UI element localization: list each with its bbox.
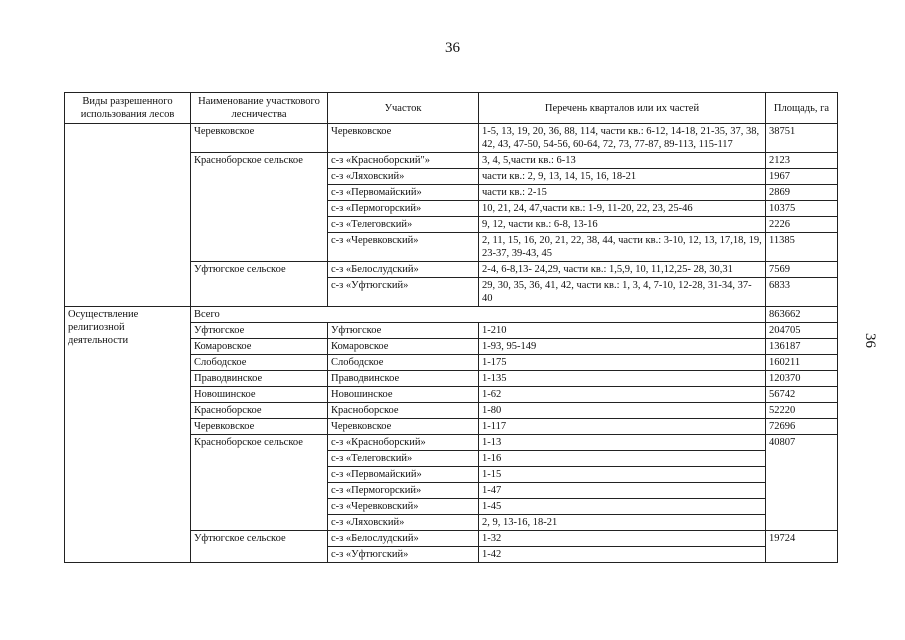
header-row: [65, 93, 838, 124]
quarters-cell: 2, 9, 13-16, 18-21: [479, 515, 766, 531]
forestry-cell: Черевковское: [191, 124, 328, 153]
quarters-cell: 1-42: [479, 547, 766, 563]
total-label: Всего: [191, 307, 766, 323]
quarters-cell: 1-15: [479, 467, 766, 483]
area-cell: 160211: [766, 355, 838, 371]
forestry-cell: Уфтюгское: [191, 323, 328, 339]
quarters-cell: 2, 11, 15, 16, 20, 21, 22, 38, 44, части кв.: 3-10, 12, 13, 17,18, 19, 23-37, 39-43, 45: [479, 233, 766, 262]
plot-cell: с-з «Ляховский»: [328, 515, 479, 531]
quarters-cell: 1-5, 13, 19, 20, 36, 88, 114, части кв.: 6-12, 14-18, 21-35, 37, 38, 42, 43, 47-50, 54-56, 60-64, 72, 73, 77-87, 89-113, 115-117: [479, 124, 766, 153]
plot-cell: с-з «Белослудский»: [328, 531, 479, 547]
quarters-cell: 1-16: [479, 451, 766, 467]
area-cell: 2226: [766, 217, 838, 233]
area-cell: 56742: [766, 387, 838, 403]
quarters-cell: 2-4, 6-8,13- 24,29, части кв.: 1,5,9, 10, 11,12,25- 28, 30,31: [479, 262, 766, 278]
area-cell: 7569: [766, 262, 838, 278]
plot-cell: с-з «Пермогорский»: [328, 483, 479, 499]
plot-cell: с-з «Телеговский»: [328, 451, 479, 467]
plot-cell: с-з «Телеговский»: [328, 217, 479, 233]
kind-cell-empty: [65, 124, 191, 307]
plot-cell: Слободское: [328, 355, 479, 371]
plot-cell: с-з «Красноборский»: [328, 435, 479, 451]
forestry-cell: Красноборское: [191, 403, 328, 419]
quarters-cell: 10, 21, 24, 47,части кв.: 1-9, 11-20, 22, 23, 25-46: [479, 201, 766, 217]
quarters-cell: 9, 12, части кв.: 6-8, 13-16: [479, 217, 766, 233]
forestry-cell: Уфтюгское сельское: [191, 262, 328, 307]
header-kind: Виды разрешенного использования лесов: [65, 93, 191, 124]
quarters-cell: 3, 4, 5,части кв.: 6-13: [479, 153, 766, 169]
header-quarters: Перечень кварталов или их частей: [479, 93, 766, 124]
table-row: [65, 124, 838, 153]
plot-cell: с-з «Первомайский»: [328, 467, 479, 483]
plot-cell: Черевковское: [328, 124, 479, 153]
area-cell: 52220: [766, 403, 838, 419]
plot-cell: Новошинское: [328, 387, 479, 403]
forestry-cell: Красноборское сельское: [191, 153, 328, 262]
forestry-cell: Красноборское сельское: [191, 435, 328, 531]
plot-cell: Уфтюгское: [328, 323, 479, 339]
area-cell: 72696: [766, 419, 838, 435]
forest-use-table: [64, 92, 838, 563]
quarters-cell: 1-93, 95-149: [479, 339, 766, 355]
header-forestry: Наименование участкового лесничества: [191, 93, 328, 124]
plot-cell: с-з «Уфтюгский»: [328, 278, 479, 307]
area-cell: 2869: [766, 185, 838, 201]
quarters-cell: 1-47: [479, 483, 766, 499]
quarters-cell: 1-45: [479, 499, 766, 515]
plot-cell: с-з «Пермогорский»: [328, 201, 479, 217]
plot-cell: с-з «Черевковский»: [328, 233, 479, 262]
page-number: 36: [445, 40, 460, 56]
quarters-cell: части кв.: 2-15: [479, 185, 766, 201]
side-page-number: 36: [862, 333, 878, 348]
plot-cell: с-з «Белослудский»: [328, 262, 479, 278]
plot-cell: Комаровское: [328, 339, 479, 355]
table-row-total: [65, 307, 838, 323]
quarters-cell: 1-80: [479, 403, 766, 419]
area-cell: 11385: [766, 233, 838, 262]
kind-cell: Осуществление религиозной деятельности: [65, 307, 191, 563]
quarters-cell: 1-117: [479, 419, 766, 435]
header-plot: Участок: [328, 93, 479, 124]
plot-cell: Праводвинское: [328, 371, 479, 387]
area-cell: 38751: [766, 124, 838, 153]
plot-cell: с-з «Красноборский"»: [328, 153, 479, 169]
area-cell: 1967: [766, 169, 838, 185]
quarters-cell: 1-175: [479, 355, 766, 371]
header-area: Площадь, га: [766, 93, 838, 124]
plot-cell: Красноборское: [328, 403, 479, 419]
area-cell: 136187: [766, 339, 838, 355]
quarters-cell: 1-135: [479, 371, 766, 387]
forestry-cell: Праводвинское: [191, 371, 328, 387]
total-area: 863662: [766, 307, 838, 323]
quarters-cell: 29, 30, 35, 36, 41, 42, части кв.: 1, 3, 4, 7-10, 12-28, 31-34, 37-40: [479, 278, 766, 307]
forestry-cell: Слободское: [191, 355, 328, 371]
plot-cell: Черевковское: [328, 419, 479, 435]
forestry-cell: Черевковское: [191, 419, 328, 435]
area-cell: 204705: [766, 323, 838, 339]
quarters-cell: 1-13: [479, 435, 766, 451]
plot-cell: с-з «Черевковский»: [328, 499, 479, 515]
forestry-cell: Комаровское: [191, 339, 328, 355]
plot-cell: с-з «Ляховский»: [328, 169, 479, 185]
area-cell: 10375: [766, 201, 838, 217]
plot-cell: с-з «Первомайский»: [328, 185, 479, 201]
area-cell: 40807: [766, 435, 838, 531]
area-cell: 120370: [766, 371, 838, 387]
forestry-cell: Уфтюгское сельское: [191, 531, 328, 563]
area-cell: 19724: [766, 531, 838, 563]
forestry-cell: Новошинское: [191, 387, 328, 403]
area-cell: 6833: [766, 278, 838, 307]
quarters-cell: 1-210: [479, 323, 766, 339]
area-cell: 2123: [766, 153, 838, 169]
plot-cell: с-з «Уфтюгский»: [328, 547, 479, 563]
quarters-cell: части кв.: 2, 9, 13, 14, 15, 16, 18-21: [479, 169, 766, 185]
quarters-cell: 1-62: [479, 387, 766, 403]
quarters-cell: 1-32: [479, 531, 766, 547]
